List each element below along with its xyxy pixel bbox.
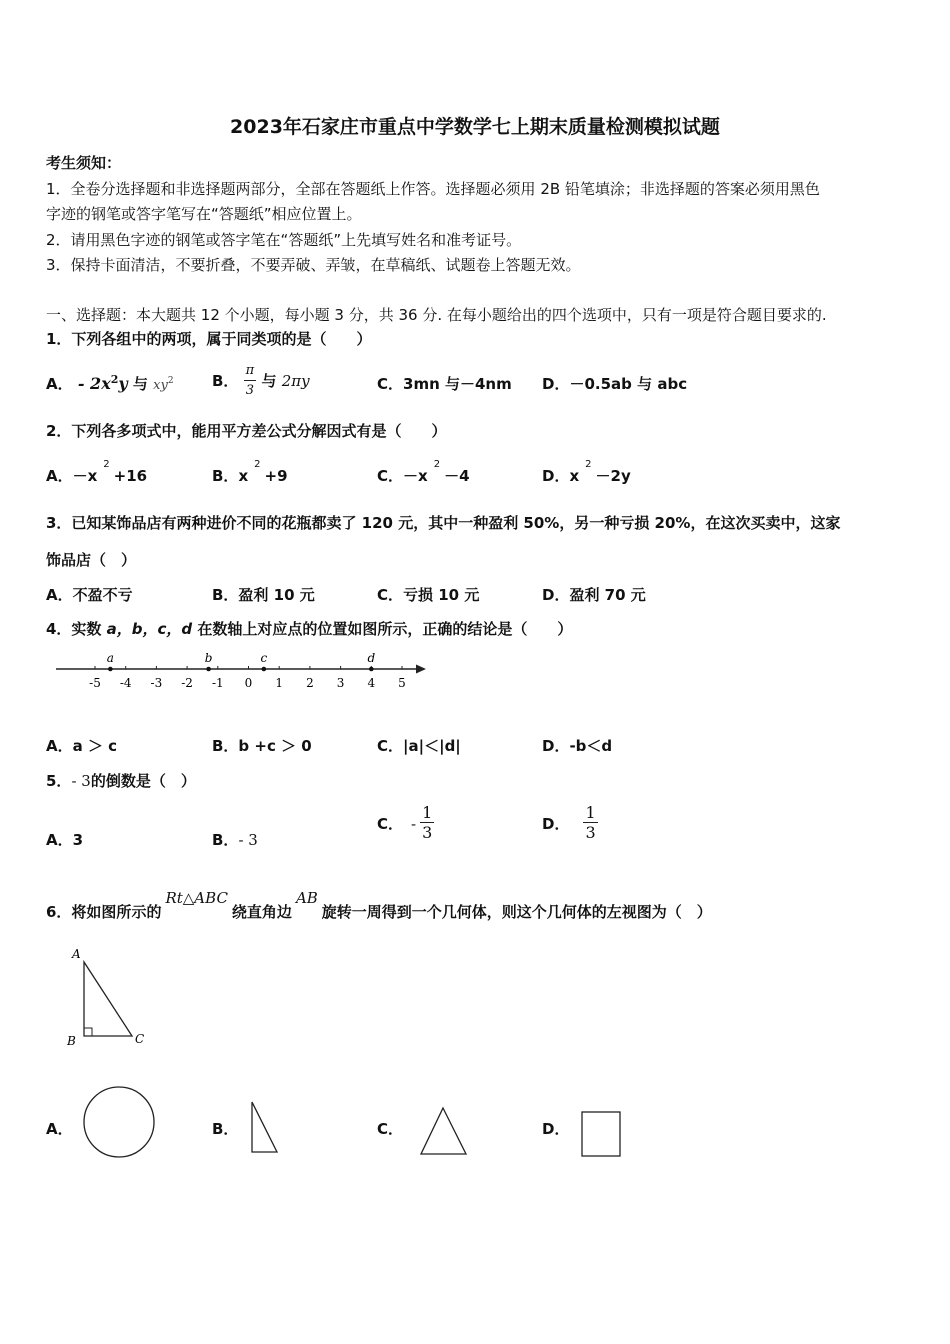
math-term: y: [118, 374, 128, 393]
q6-option-a-label: A．: [46, 1120, 73, 1138]
q6-option-d-figure: [578, 1108, 624, 1160]
option-label: A．: [46, 467, 73, 485]
circle-shape: [84, 1087, 154, 1157]
fraction: [583, 804, 597, 843]
q5-option-c: [377, 804, 434, 843]
option-label: B．: [212, 467, 239, 485]
connector-text: 与: [261, 372, 277, 390]
notice-line-2: 2．请用黑色字迹的钢笔或答字笔在“答题纸”上先填写姓名和准考证号。: [46, 231, 522, 249]
option-label: A．: [46, 831, 73, 849]
number-line: [50, 648, 440, 694]
q6-option-b-figure: [246, 1098, 282, 1158]
option-label: B．: [212, 372, 239, 390]
option-label: D．: [542, 375, 570, 393]
tick-label: -2: [181, 676, 193, 690]
q1-option-d: [542, 373, 687, 394]
fraction: [244, 362, 257, 401]
option-label: C．: [377, 815, 404, 833]
notice-line-1a: 1．全卷分选择题和非选择题两部分，全部在答题纸上作答。选择题必须用 2B 铅笔填涂；非选择题的答案必须用黑色: [46, 180, 820, 198]
option-text: 3mn 与－4nm: [403, 375, 512, 393]
right-triangle-figure: [60, 944, 160, 1052]
option-label: C．: [377, 375, 404, 393]
stem-variables: a，b，c，d: [106, 620, 193, 638]
tick-label: 1: [275, 676, 284, 690]
stem-text: 在数轴上对应点的位置如图所示，正确的结论是（ ）: [192, 620, 573, 638]
point-a: [108, 667, 113, 672]
option-label: D．: [542, 467, 570, 485]
q1-option-b: [212, 362, 310, 401]
option-label: A．: [46, 375, 73, 393]
point-b: [206, 667, 211, 672]
math-term: x: [238, 467, 249, 485]
denominator: 3: [245, 383, 255, 398]
tick-label: -4: [119, 676, 132, 690]
triangle-shape: [84, 962, 132, 1036]
math-term: 2πy: [281, 372, 310, 390]
stem-text: 4．实数: [46, 620, 107, 638]
option-label: B．: [212, 831, 239, 849]
q4-option-d: D．-b＜d: [542, 737, 613, 755]
q1-option-c: [377, 373, 512, 394]
tick-label: 3: [336, 676, 345, 690]
fraction: [420, 804, 434, 843]
point-label-a: a: [106, 651, 114, 665]
right-triangle-shape: [252, 1102, 277, 1152]
point-c: [262, 667, 267, 672]
math-term: －x: [72, 467, 98, 485]
exponent: 2: [110, 373, 119, 386]
q6-option-a-figure: [80, 1084, 160, 1162]
isosceles-triangle-shape: [421, 1108, 466, 1154]
numerator: 1: [585, 803, 596, 822]
stem-text: 5．: [46, 772, 72, 790]
question-2-stem: 2．下列各多项式中，能用平方差公式分解因式有是（ ）: [46, 422, 447, 440]
exponent: 2: [433, 459, 441, 470]
q2-option-a: [46, 459, 148, 486]
page-title: 2023年石家庄市重点中学数学七上期末质量检测模拟试题: [230, 116, 720, 138]
numerator: π: [244, 362, 257, 381]
notice-line-3: 3．保持卡面清洁，不要折叠，不要弄破、弄皱，在草稿纸、试题卷上答题无效。: [46, 256, 581, 274]
q1-option-a: [46, 373, 174, 394]
q4-option-c: C．|a|＜|d|: [377, 737, 461, 755]
notice-heading: 考生须知：: [46, 154, 122, 172]
q3-option-d: D．盈利 70 元: [542, 586, 646, 604]
point-d: [369, 667, 374, 672]
vertex-label-a: A: [72, 947, 81, 961]
option-label: C．: [377, 467, 404, 485]
math-term: +9: [264, 467, 288, 485]
q2-option-c: [377, 459, 470, 486]
q3-option-a: A．不盈不亏: [46, 586, 133, 604]
denominator: 3: [585, 823, 596, 842]
math-term: －x: [403, 467, 428, 485]
option-value: - 3: [238, 831, 258, 849]
stem-text: 旋转一周得到一个几何体，则这个几何体的左视图为（ ）: [321, 903, 712, 921]
math-term: +16: [113, 467, 148, 485]
option-text: －0.5ab 与 abc: [569, 375, 688, 393]
q3-option-b: B．盈利 10 元: [212, 586, 315, 604]
math-term: Rt△ABC: [165, 889, 228, 907]
option-value: 3: [72, 831, 84, 849]
arrow-icon: [416, 665, 426, 674]
q5-option-b: [212, 829, 258, 850]
question-1-stem: 1．下列各组中的两项，属于同类项的是（ ）: [46, 330, 372, 348]
math-term: －4: [444, 467, 470, 485]
q6-option-b-label: B．: [212, 1120, 239, 1138]
point-label-d: d: [367, 651, 376, 665]
question-3-stem-line1: 3．已知某饰品店有两种进价不同的花瓶都卖了 120 元，其中一种盈利 50%，另一种亏损 20%，在这次买卖中，这家: [46, 514, 841, 532]
question-6-stem: [46, 889, 712, 922]
math-term: AB: [295, 889, 318, 907]
notice-line-1b: 字迹的钢笔或答字笔写在“答题纸”相应位置上。: [46, 205, 362, 223]
connector-text: 与: [132, 375, 148, 393]
q6-option-c-label: C．: [377, 1120, 404, 1138]
minus-sign: -: [411, 814, 417, 833]
numerator: 1: [422, 803, 433, 822]
q2-option-b: [212, 459, 288, 486]
q4-option-a: A．a ＞ c: [46, 737, 118, 755]
tick-label: 4: [367, 676, 376, 690]
math-term: xy: [153, 378, 168, 393]
tick-label: -1: [211, 676, 224, 690]
tick-label: -5: [89, 676, 101, 690]
q2-option-d: [542, 459, 631, 486]
math-term: - 2x: [77, 374, 111, 393]
stem-text: 绕直角边: [231, 903, 292, 921]
q5-option-a: [46, 829, 83, 850]
rectangle-shape: [582, 1112, 620, 1156]
exponent: 2: [254, 459, 261, 470]
tick-label: -3: [150, 676, 163, 690]
exponent: 2: [167, 376, 174, 386]
q3-option-c: C．亏损 10 元: [377, 586, 480, 604]
tick-label: 5: [398, 676, 406, 690]
denominator: 3: [422, 823, 433, 842]
tick-label: 0: [244, 676, 253, 690]
point-label-c: c: [260, 651, 268, 665]
question-4-stem: [46, 618, 572, 639]
math-term: - 3: [71, 772, 91, 790]
vertex-label-b: B: [67, 1034, 76, 1048]
q6-option-c-figure: [418, 1104, 470, 1158]
option-label: D．: [542, 815, 570, 833]
point-label-b: b: [204, 651, 213, 665]
q6-option-d-label: D．: [542, 1120, 570, 1138]
q4-option-b: B．b +c ＞ 0: [212, 737, 312, 755]
section-heading: 一、选择题：本大题共 12 个小题，每小题 3 分，共 36 分. 在每小题给出的四个选项中，只有一项是符合题目要求的.: [46, 306, 827, 324]
stem-text: 的倒数是（ ）: [90, 772, 196, 790]
stem-text: 6．将如图所示的: [46, 903, 162, 921]
right-angle-mark: [84, 1028, 92, 1036]
question-3-stem-line2: 饰品店（ ）: [46, 551, 137, 569]
math-term: －2y: [595, 467, 631, 485]
tick-label: 2: [306, 676, 314, 690]
question-5-stem: [46, 770, 196, 791]
q5-option-d: [542, 804, 598, 843]
math-term: x: [569, 467, 580, 485]
exponent: 2: [585, 459, 592, 470]
exponent: 2: [103, 459, 110, 470]
vertex-label-c: C: [135, 1032, 145, 1046]
